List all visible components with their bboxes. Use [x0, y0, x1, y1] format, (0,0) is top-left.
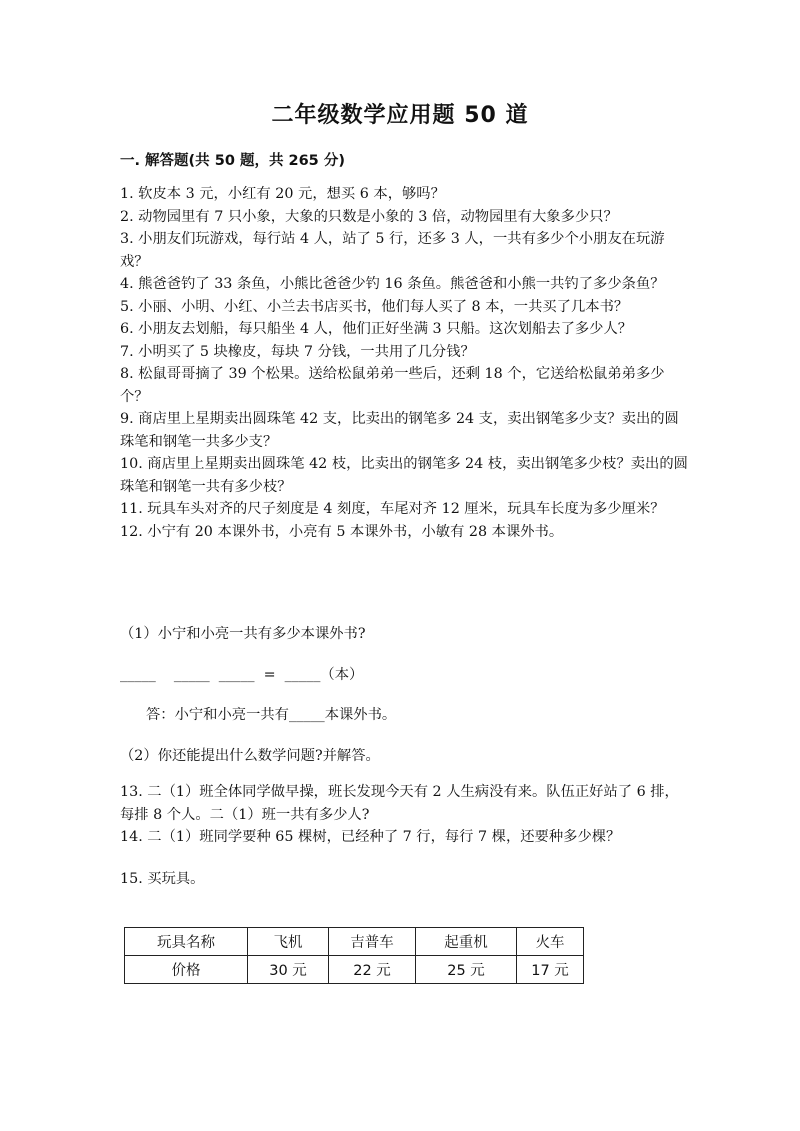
q12-part2: （2）你还能提出什么数学问题?并解答。	[120, 747, 380, 764]
question-4: 4. 熊爸爸钓了 33 条鱼，小熊比爸爸少钓 16 条鱼。熊爸爸和小熊一共钓了多少条鱼？	[120, 276, 665, 292]
question-list	[120, 183, 690, 543]
table-header-row	[125, 928, 584, 956]
q12-answer: 答：小宁和小亮一共有_____本课外书。	[146, 707, 397, 723]
table-cell: 飞机	[248, 928, 329, 956]
question-5: 5. 小丽、小明、小红、小兰去书店买书，他们每人买了 8 本，一共买了几本书？	[120, 298, 629, 315]
question-15	[120, 868, 690, 891]
q12-part1: （1）小宁和小亮一共有多少本课外书?	[120, 626, 366, 642]
question-13: 13. 二（1）班全体同学做早操，班长发现今天有 2 人生病没有来。队伍正好站了 6 排，每排 8 个人。二（1）班一共有多少人?	[120, 784, 679, 823]
table-cell: 火车	[517, 928, 584, 956]
question-list-b	[120, 781, 690, 849]
section-heading: 一. 解答题(共 50 题，共 265 分)	[120, 153, 345, 169]
question-1: 1. 软皮本 3 元，小红有 20 元，想买 6 本，够吗？	[120, 186, 445, 202]
table-cell: 吉普车	[329, 928, 416, 956]
question-10: 10. 商店里上星期卖出圆珠笔 42 枝，比卖出的钢笔多 24 枝，卖出钢笔多少枝？卖出的圆珠笔和钢笔一共有多少枝？	[120, 456, 688, 495]
table-cell: 30 元	[248, 956, 329, 984]
question-11: 11. 玩具车头对齐的尺子刻度是 4 刻度，车尾对齐 12 厘米，玩具车长度为多少厘米？	[120, 501, 665, 517]
question-12-parts	[120, 623, 690, 767]
table-cell: 22 元	[329, 956, 416, 984]
question-12: 12. 小宁有 20 本课外书，小亮有 5 本课外书，小敏有 28 本课外书。	[120, 523, 564, 540]
question-15-text: 15. 买玩具。	[120, 871, 205, 887]
question-9: 9. 商店里上星期卖出圆珠笔 42 支，比卖出的钢笔多 24 支，卖出钢笔多少支？卖出的圆珠笔和钢笔一共多少支？	[120, 411, 679, 450]
question-8: 8. 松鼠哥哥摘了 39 个松果。送给松鼠弟弟一些后，还剩 18 个，它送给松鼠弟弟多少个？	[120, 366, 665, 405]
table-row	[125, 956, 584, 984]
page-title: 二年级数学应用题 50 道	[271, 103, 529, 128]
table-cell: 玩具名称	[125, 928, 248, 956]
table-cell: 17 元	[517, 956, 584, 984]
table-cell: 价格	[125, 956, 248, 984]
question-6: 6. 小朋友去划船，每只船坐 4 人，他们正好坐满 3 只船。这次划船去了多少人？	[120, 321, 633, 337]
question-7: 7. 小明买了 5 块橡皮，每块 7 分钱，一共用了几分钱？	[120, 343, 475, 360]
q12-equation: _____ _____ _____ = _____（本）	[120, 666, 364, 683]
question-3: 3. 小朋友们玩游戏，每行站 4 人，站了 5 行，还多 3 人，一共有多少个小朋友在玩游戏？	[120, 231, 665, 270]
question-2: 2. 动物园里有 7 只小象，大象的只数是小象的 3 倍，动物园里有大象多少只？	[120, 208, 618, 225]
table-cell: 25 元	[416, 956, 517, 984]
question-14: 14. 二（1）班同学要种 65 棵树，已经种了 7 行，每行 7 棵，还要种多少棵？	[120, 829, 621, 845]
toy-price-table	[124, 927, 584, 984]
table-cell: 起重机	[416, 928, 517, 956]
